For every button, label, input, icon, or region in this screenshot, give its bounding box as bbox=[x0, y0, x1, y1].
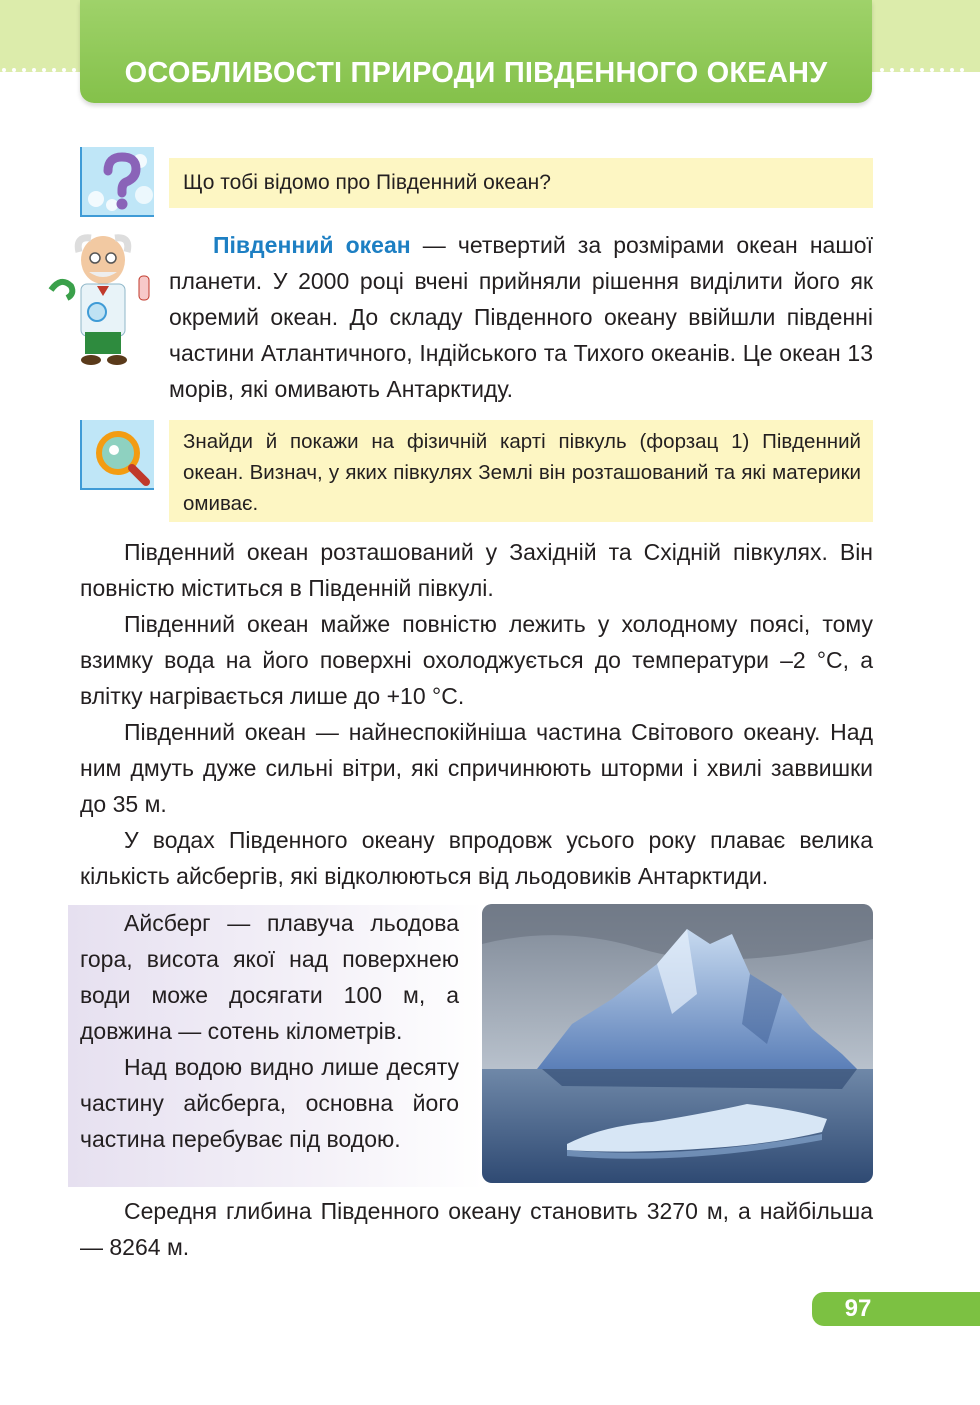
right-dotted-line bbox=[880, 66, 964, 74]
page-number: 97 bbox=[844, 1295, 872, 1322]
intro-text: — четвертий за розмірами океан нашої планети. У 2000 році вчені прийняли рішення виділити його як окремий океан. До складу Південного океану ввійшли південні частини Атлантичного, Індійського та Тихого океанів. Це океан 13 морів, які омивають Антарктиду. bbox=[169, 232, 873, 402]
paragraph-winds: Південний океан — найнеспокійніша частина Світового океану. Над ним дмуть дуже сильні вітри, які спричинюють шторми і хвилі заввишки до 35 м. bbox=[80, 719, 873, 817]
question-mark-icon bbox=[80, 147, 154, 217]
paragraph-hemispheres: Південний океан розташований у Західній та Східній півкулях. Він повністю міститься в Південній півкулі. bbox=[80, 539, 873, 601]
iceberg-definition: Айсберг — плавуча льодова гора, висота якої над поверхнею води може досягати 100 м, а довжина — сотень кілометрів. bbox=[80, 910, 459, 1044]
page-title: ОСОБЛИВОСТІ ПРИРОДИ ПІВДЕННОГО ОКЕАНУ bbox=[124, 57, 828, 89]
paragraph-depth: Середня глибина Південного океану становить 3270 м, а найбільша — 8264 м. bbox=[80, 1198, 873, 1260]
iceberg-underwater: Над водою видно лише десяту частину айсберга, основна його частина перебуває під водою. bbox=[80, 1054, 459, 1152]
iceberg-photo bbox=[482, 904, 873, 1183]
professor-illustration bbox=[45, 232, 160, 367]
title-bar bbox=[80, 0, 872, 103]
task-box: Знайди й покажи на фізичній карті півкуль (форзац 1) Південний океан. Визнач, у яких півкулях Землі він розташований та які материки омиває. bbox=[169, 420, 873, 522]
paragraph-temperature: Південний океан майже повністю лежить у холодному поясі, тому взимку вода на його поверхні охолоджується до температури –2 °С, а влітку нагрівається лише до +10 °С. bbox=[80, 611, 873, 709]
term-southern-ocean: Південний океан bbox=[213, 232, 411, 258]
magnifier-icon bbox=[80, 420, 154, 490]
left-dotted-line bbox=[2, 66, 76, 74]
question-prompt: Що тобі відомо про Південний океан? bbox=[169, 158, 873, 208]
paragraph-icebergs: У водах Південного океану впродовж усього року плаває велика кількість айсбергів, які відколюються від льодовиків Антарктиди. bbox=[80, 827, 873, 889]
intro-paragraph bbox=[169, 227, 873, 407]
